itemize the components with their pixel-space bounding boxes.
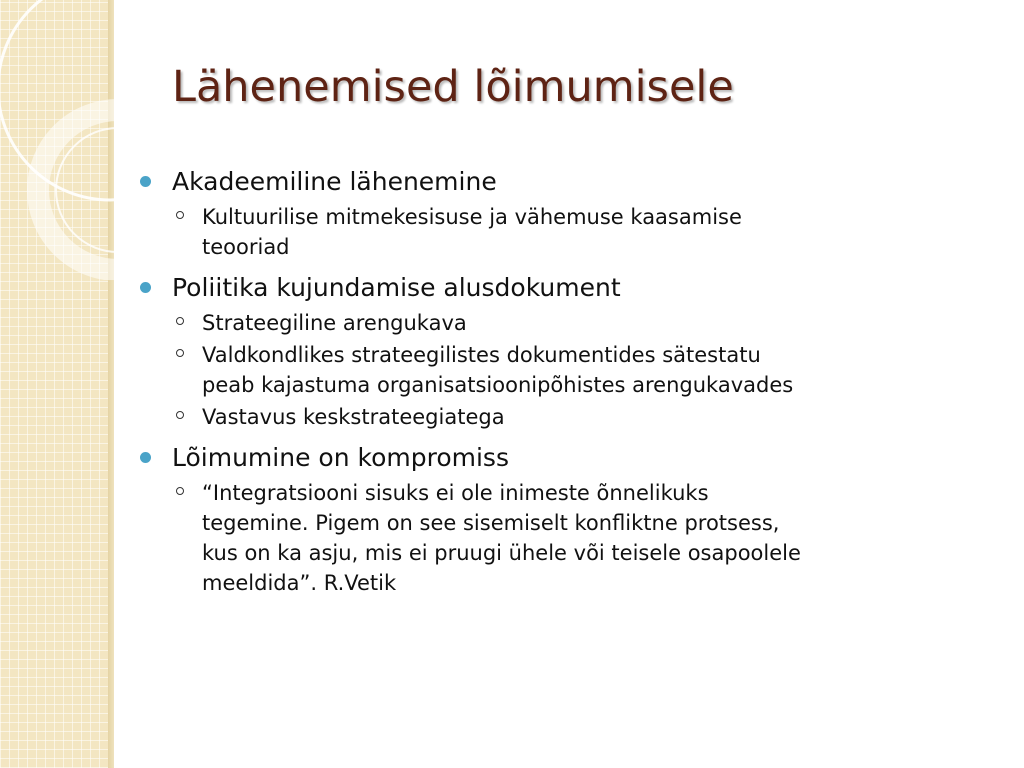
bullet-dot-icon [140,176,151,187]
bullet-text: Akadeemiline lähenemine [172,167,497,196]
ring-bullet-icon [176,211,184,219]
text-line: tegemine. Pigem on see sisemiselt konfliktne protsess, [202,511,780,535]
sub-bullet-item [140,402,1000,432]
text-line: peab kajastuma organisatsioonipõhistes arengukavades [202,373,794,397]
bullet-item [140,164,1000,200]
decorative-rings [0,0,150,280]
text-line: Strateegiline arengukava [202,311,467,335]
bullet-dot-icon [140,452,151,463]
ring-bullet-icon [176,349,184,357]
bullet-item [140,440,1000,476]
bullet-text: Lõimumine on kompromiss [172,443,509,472]
sub-bullet-item [140,478,1000,598]
sub-bullet-item [140,202,1000,262]
sub-bullet-item [140,340,1000,400]
bullet-dot-icon [140,282,151,293]
ring-bullet-icon [176,317,184,325]
text-line: “Integratsiooni sisuks ei ole inimeste õnnelikuks [202,481,709,505]
text-line: meeldida”. R.Vetik [202,571,397,595]
ring-bullet-icon [176,487,184,495]
sub-bullet-text [202,402,1000,432]
slide-content [140,164,1000,598]
bullet-text: Poliitika kujundamise alusdokument [172,273,621,302]
ring-bullet-icon [176,411,184,419]
sub-bullet-item [140,308,1000,338]
text-line: kus on ka asju, mis ei pruugi ühele või teisele osapoolele [202,541,801,565]
sub-bullet-text [202,308,1000,338]
bullet-item [140,270,1000,306]
text-line: Valdkondlikes strateegilistes dokumentides sätestatu [202,343,761,367]
text-line: Kultuurilise mitmekesisuse ja vähemuse kaasamise [202,205,742,229]
text-line: teooriad [202,235,290,259]
sub-bullet-text [202,340,1000,400]
sub-bullet-text [202,478,1000,598]
sub-bullet-text [202,202,1000,262]
text-line: Vastavus keskstrateegiatega [202,405,505,429]
slide-title: Lähenemised lõimumisele [172,62,734,112]
